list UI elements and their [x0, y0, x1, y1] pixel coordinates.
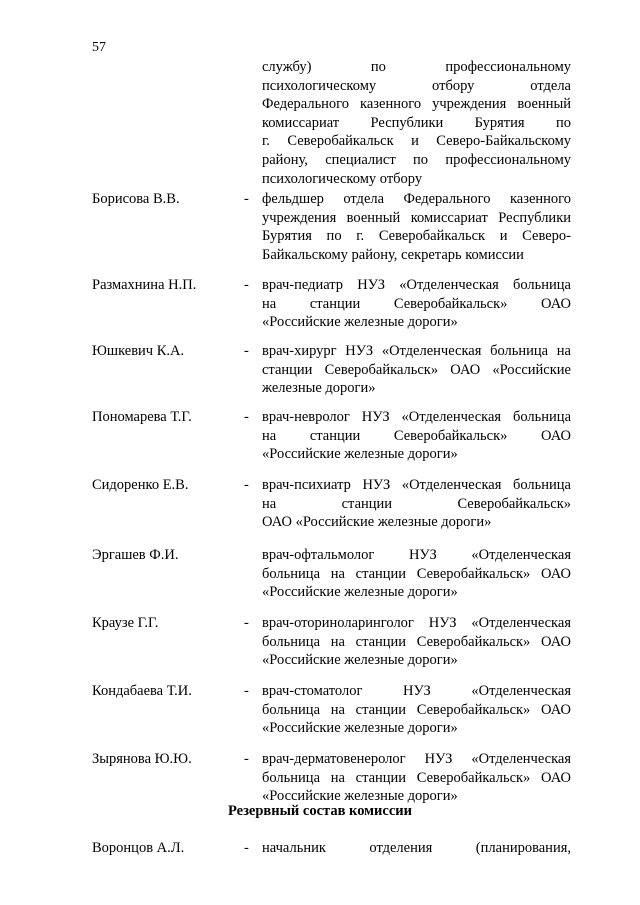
member-role-line: врач-стоматолог НУЗ «Отделенческая: [262, 683, 571, 699]
member-role-line: учреждения военный комиссариат Республики: [262, 209, 571, 226]
member-role-line: врач-невролог НУЗ «Отделенческая больница: [262, 409, 571, 425]
member-role-line: врач-офтальмолог НУЗ «Отделенческая: [262, 547, 571, 563]
member-role-line: на станции Северобайкальск» ОАО: [262, 295, 571, 312]
member-name: Эргашев Ф.И.: [92, 547, 179, 563]
intro-line: комиссариат Республики Бурятия по: [262, 114, 571, 131]
member-role-line: «Российские железные дороги»: [262, 720, 458, 737]
member-role-line: ОАО «Российские железные дороги»: [262, 514, 492, 531]
member-name: Краузе Г.Г.: [92, 615, 159, 631]
member-dash: -: [244, 343, 249, 359]
member-dash: -: [244, 409, 249, 425]
member-role-line: железные дороги»: [262, 380, 376, 397]
member-role-line: врач-дерматовенеролог НУЗ «Отделенческая: [262, 751, 571, 767]
member-role-line: станции Северобайкальск» ОАО «Российские: [262, 361, 571, 378]
intro-line: психологическому отбору отдела: [262, 77, 571, 94]
member-role: [262, 546, 571, 602]
member-role-line: врач-педиатр НУЗ «Отделенческая больница: [262, 277, 571, 293]
member-dash: -: [244, 277, 249, 293]
member-role: [262, 276, 571, 332]
member-dash: -: [244, 751, 249, 767]
member-name: Юшкевич К.А.: [92, 343, 185, 359]
member-role-line: фельдшер отдела Федерального казенного: [262, 191, 571, 207]
member-role: [262, 682, 571, 738]
member-role-line: врач-оториноларинголог НУЗ «Отделенческая: [262, 615, 571, 631]
member-role-line: на станции Северобайкальск» ОАО: [262, 427, 571, 444]
member-role: [262, 614, 571, 670]
page-number: 57: [92, 40, 106, 55]
member-role-line: врач-хирург НУЗ «Отделенческая больница на: [262, 343, 571, 359]
member-role-line: «Российские железные дороги»: [262, 788, 458, 805]
intro-line: Федерального казенного учреждения военный: [262, 96, 571, 113]
intro-line: психологическому отбору: [262, 170, 423, 187]
member-role-line: Бурятия по г. Северобайкальск и Северо-: [262, 228, 571, 245]
member-dash: -: [244, 840, 249, 856]
member-name: Борисова В.В.: [92, 191, 180, 207]
member-role: [262, 839, 571, 858]
member-role: [262, 750, 571, 806]
intro-line: службу) по профессиональному: [262, 59, 571, 75]
member-role-line: больница на станции Северобайкальск» ОАО: [262, 565, 571, 582]
member-name: Сидоренко Е.В.: [92, 477, 189, 493]
member-role-line: Байкальскому району, секретарь комиссии: [262, 246, 524, 263]
member-name: Размахнина Н.П.: [92, 277, 197, 293]
member-role: [262, 342, 571, 398]
member-role-line: врач-психиатр НУЗ «Отделенческая больница: [262, 477, 571, 493]
member-role-line: «Российские железные дороги»: [262, 584, 458, 601]
member-role-line: на станции Северобайкальск»: [262, 495, 571, 512]
intro-line: району, специалист по профессиональному: [262, 151, 571, 168]
member-role-line: больница на станции Северобайкальск» ОАО: [262, 701, 571, 718]
member-role-line: «Российские железные дороги»: [262, 652, 458, 669]
member-role-line: больница на станции Северобайкальск» ОАО: [262, 633, 571, 650]
member-name: Зырянова Ю.Ю.: [92, 751, 192, 767]
member-role-line: «Российские железные дороги»: [262, 446, 458, 463]
member-role-line: больница на станции Северобайкальск» ОАО: [262, 769, 571, 786]
member-name: Воронцов А.Л.: [92, 840, 185, 856]
member-dash: -: [244, 683, 249, 699]
member-role-line: «Российские железные дороги»: [262, 314, 458, 331]
reserve-heading: Резервный состав комиссии: [228, 803, 412, 819]
member-role-line: начальник отделения (планирования,: [262, 840, 571, 856]
member-dash: -: [244, 477, 249, 493]
intro-line: г. Северобайкальск и Северо-Байкальскому: [262, 133, 571, 150]
intro-continuation: [262, 58, 571, 188]
member-name: Пономарева Т.Г.: [92, 409, 192, 425]
member-name: Кондабаева Т.И.: [92, 683, 192, 699]
member-dash: -: [244, 191, 249, 207]
member-role: [262, 408, 571, 464]
member-role: [262, 190, 571, 264]
member-role: [262, 476, 571, 532]
member-dash: -: [244, 615, 249, 631]
